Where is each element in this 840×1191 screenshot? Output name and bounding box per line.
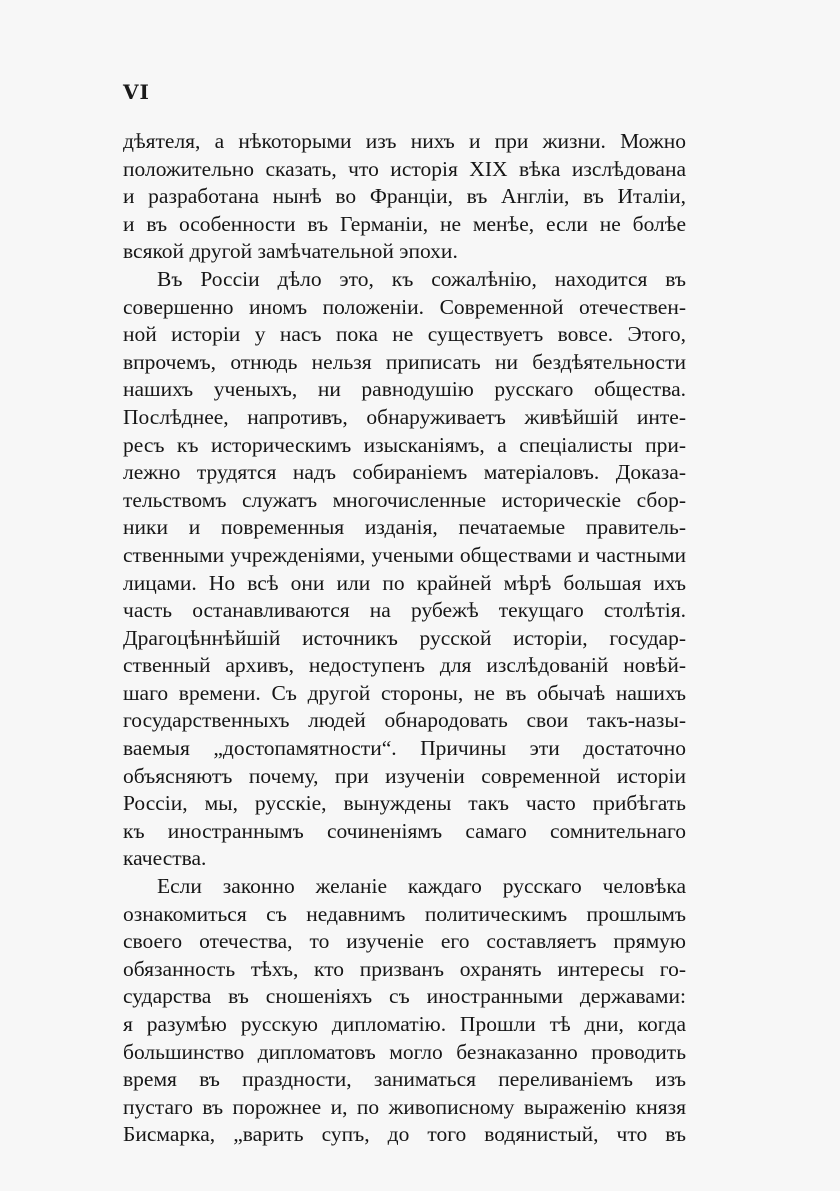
text-line: Въ Россіи дѣло это, къ сожалѣнію, находится въ [157,266,686,291]
text-line: ственными учрежденіями, учеными обществами и частными [123,542,686,567]
text-line: Если законно желаніе каждаго русскаго человѣка [157,874,686,899]
text-line: сударства въ сношеніяхъ съ иностранными державами: [123,984,686,1009]
text-line: дѣятеля, а нѣкоторыми изъ нихъ и при жизни. Можно [123,129,686,153]
text-line: Послѣднее, напротивъ, обнаруживаетъ живѣйшій инте- [123,404,686,429]
text-line: Бисмарка, „варить супъ, до того водянистый, что въ [123,1122,686,1147]
text-line: впрочемъ, отнюдь нельзя приписать ни бездѣятельности [123,349,686,374]
text-line: ники и повременныя изданія, печатаемые правитель- [123,515,686,540]
text-line: нашихъ ученыхъ, ни равнодушію русскаго общества. [123,377,686,402]
text-line: государственныхъ людей обнародовать свои такъ-назы- [123,708,686,733]
text-line: шаго времени. Съ другой стороны, не въ обычаѣ нашихъ [123,680,686,705]
text-line: Драгоцѣннѣйшій источникъ русской исторіи, государ- [123,625,686,650]
text-line: совершенно иномъ положеніи. Современной отечествен- [123,294,686,319]
text-line: время въ праздности, заниматься переливаніемъ изъ [123,1067,686,1092]
text-line: часть останавливаются на рубежѣ текущаго столѣтія. [123,598,686,623]
text-line: и въ особенности въ Германіи, не менѣе, если не болѣе [123,211,686,236]
page-number: VI [123,80,150,104]
text-line: большинство дипломатовъ могло безнаказанно проводить [123,1039,686,1064]
text-line: своего отечества, то изученіе его составляетъ прямую [123,929,686,954]
text-line: и разработана нынѣ во Франціи, въ Англіи, въ Италіи, [123,184,686,209]
text-line: объясняютъ почему, при изученіи современной исторіи [123,763,686,788]
text-line: обязанность тѣхъ, кто призванъ охранять интересы го- [123,956,686,981]
text-line: лицами. Но всѣ они или по крайней мѣрѣ большая ихъ [123,570,686,595]
text-line: ваемыя „достопамятности“. Причины эти достаточно [123,736,686,761]
body-text [123,128,686,1149]
text-line: ознакомиться съ недавнимъ политическимъ прошлымъ [123,901,686,926]
text-line: пустаго въ порожнее и, по живописному выраженію князя [123,1094,686,1119]
text-line: качества. [123,846,207,871]
text-line: лежно трудятся надъ собираніемъ матеріаловъ. Доказа- [123,460,686,485]
text-line: ной исторіи у насъ пока не существуетъ вовсе. Этого, [123,322,686,347]
text-line: тельствомъ служатъ многочисленные историческіе сбор- [123,487,686,512]
text-line: къ иностраннымъ сочиненіямъ самаго сомнительнаго [123,818,686,843]
text-line: Россіи, мы, русскіе, вынуждены такъ часто прибѣгать [123,791,686,816]
text-line: всякой другой замѣчательной эпохи. [123,239,458,264]
text-line: ресъ къ историческимъ изысканіямъ, а спеціалисты при- [123,432,686,457]
text-line: положительно сказать, что исторія XIX вѣка изслѣдована [123,156,686,181]
text-line: ственный архивъ, недоступенъ для изслѣдованій новѣй- [123,653,686,678]
text-line: я разумѣю русскую дипломатію. Прошли тѣ дни, когда [123,1012,686,1036]
